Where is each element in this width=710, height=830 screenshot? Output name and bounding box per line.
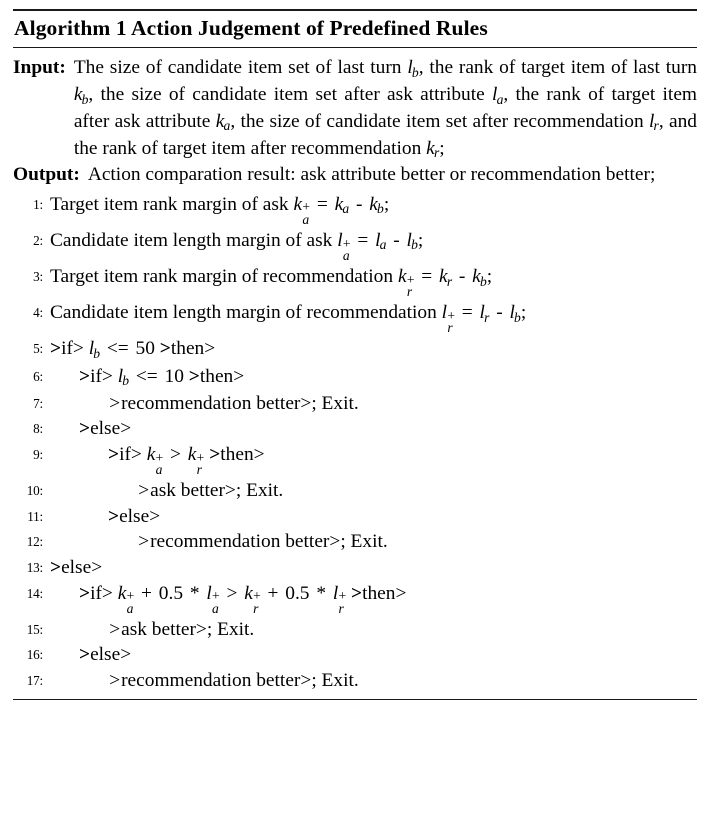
step-keyword: >: [50, 338, 62, 360]
algorithm-step: [13, 478, 697, 504]
math-var: l + r: [332, 582, 347, 616]
step-number: 15:: [26, 621, 43, 637]
io-label: Output:: [13, 164, 80, 186]
algorithm-step: [13, 642, 697, 668]
algorithm-step: [13, 504, 697, 530]
step-keyword: >: [108, 443, 120, 465]
step-number: 12:: [26, 534, 43, 550]
math-var: $k_r$: [426, 137, 440, 161]
algorithm-step: [13, 264, 697, 300]
algorithm-steps: [13, 189, 697, 700]
math-var: $l_r$: [648, 110, 659, 134]
algorithm-step: [13, 391, 697, 417]
io-text: Action comparation result: ask attribute better or recommendation better;: [87, 164, 656, 186]
step-keyword: >: [108, 505, 120, 527]
math-var: $l_a$: [375, 230, 387, 253]
step-text: >if> k + a + 0.5 * l + a > k + r + 0.5 * l + r >then>: [79, 582, 407, 616]
math-var: $k_a$: [334, 193, 350, 217]
step-number: 4:: [33, 305, 43, 321]
step-text: $>if> l_b <= 50$ >then>: [50, 338, 216, 361]
math-var: $k_b$: [73, 84, 89, 107]
step-number: 16:: [26, 647, 43, 663]
step-emphasis: >: [108, 618, 122, 640]
step-number: 10:: [26, 483, 43, 499]
math-var: $l_b$: [406, 230, 418, 253]
math-var: $k_r$: [439, 266, 453, 289]
step-text: >else>: [79, 418, 132, 440]
step-number: 3:: [33, 269, 43, 285]
math-var: $l_b$: [509, 302, 521, 325]
step-emphasis: >: [108, 669, 122, 691]
math-var: k + r: [397, 266, 415, 300]
algorithm-step: [13, 668, 697, 694]
step-text: Candidate item length margin of ask l + a = $l_a - l_b$;: [50, 230, 424, 264]
bottom-rule: [13, 699, 697, 700]
step-text: Target item rank margin of recommendation k + r = $k_r - k_b$;: [50, 266, 493, 300]
step-keyword: >: [79, 365, 91, 387]
math-var: $k_a$: [215, 110, 231, 134]
step-text: >ask better>; Exit.: [108, 618, 255, 640]
step-text: >recommendation better>; Exit.: [108, 392, 359, 414]
step-text: >else>: [50, 556, 103, 578]
math-var: $l_r$: [479, 302, 490, 325]
math-var: $l_b$: [407, 57, 419, 80]
step-number: 13:: [26, 559, 43, 575]
algorithm-step: [13, 617, 697, 643]
math-var: $k_b$: [472, 266, 487, 289]
io-text: The size of candidate item set of last turn $l_b$, the rank of target item of last turn $k_b$, the size of candidate item set after ask attribute $l_a$, the rank of target item after ask attribute $k_a$, the size of candidate item set after recommendation $l_r$, and the rank of target item after recommendation $k_r$;: [73, 57, 698, 161]
step-number: 17:: [26, 672, 43, 688]
math-var: $l_b$: [117, 365, 130, 389]
math-var: k + r: [244, 582, 261, 616]
algorithm-step: [13, 442, 697, 478]
step-text: >ask better>; Exit.: [137, 480, 284, 502]
math-var: $k_b$: [369, 193, 384, 217]
step-text: Target item rank margin of ask k + a = $k_a - k_b$;: [50, 193, 390, 227]
math-var: k + a: [146, 443, 164, 478]
step-number: 8:: [33, 421, 43, 437]
step-text: $>if> l_b <= 10$ >then>: [79, 365, 245, 389]
step-number: 2:: [33, 233, 43, 249]
step-number: 1:: [33, 196, 43, 212]
algorithm-step: [13, 300, 697, 336]
step-text: >recommendation better>; Exit.: [137, 531, 388, 553]
step-keyword: >: [79, 418, 91, 440]
step-keyword: >: [159, 338, 171, 360]
step-keyword: >: [79, 582, 91, 604]
step-number: 14:: [26, 585, 43, 601]
algorithm-block: [0, 9, 710, 700]
step-number: 7:: [33, 395, 43, 411]
step-keyword: >: [79, 644, 91, 666]
step-text: >else>: [79, 644, 132, 666]
step-keyword: >: [209, 443, 221, 465]
step-emphasis: >: [137, 480, 151, 502]
algorithm-step: [13, 336, 697, 363]
math-var: l + a: [337, 230, 351, 264]
algorithm-step: [13, 416, 697, 442]
algorithm-step: [13, 555, 697, 581]
io-row: [13, 48, 697, 162]
algorithm-step: [13, 580, 697, 616]
step-emphasis: >: [108, 392, 122, 414]
math-var: k + a: [293, 193, 311, 227]
step-number: 9:: [33, 446, 43, 462]
algorithm-title: Algorithm 1 Action Judgement of Predefined Rules: [14, 16, 488, 40]
math-var: k + a: [117, 582, 135, 616]
step-text: >if> k + a > k + r >then>: [108, 443, 265, 478]
step-number: 5:: [33, 341, 43, 357]
algorithm-step: [13, 364, 697, 391]
step-text: >else>: [108, 505, 161, 527]
math-var: $l_b$: [88, 338, 101, 361]
step-keyword: >: [188, 365, 200, 387]
math-var: l + a: [206, 582, 220, 616]
io-label: Input:: [13, 57, 66, 79]
math-var: $l_a$: [492, 84, 504, 107]
algorithm-step: [13, 228, 697, 264]
step-keyword: >: [351, 582, 363, 604]
math-var: k + r: [187, 443, 205, 478]
io-section: [13, 48, 697, 188]
algorithm-step: [13, 192, 697, 228]
math-var: l + r: [441, 302, 455, 336]
step-emphasis: >: [137, 531, 151, 553]
step-number: 6:: [33, 368, 43, 384]
algorithm-step: [13, 529, 697, 555]
step-text: >recommendation better>; Exit.: [108, 669, 359, 691]
io-row: [13, 162, 697, 188]
step-keyword: >: [50, 556, 62, 578]
step-number: 11:: [27, 508, 43, 524]
step-text: Candidate item length margin of recommendation l + r = $l_r - l_b$;: [50, 302, 527, 336]
